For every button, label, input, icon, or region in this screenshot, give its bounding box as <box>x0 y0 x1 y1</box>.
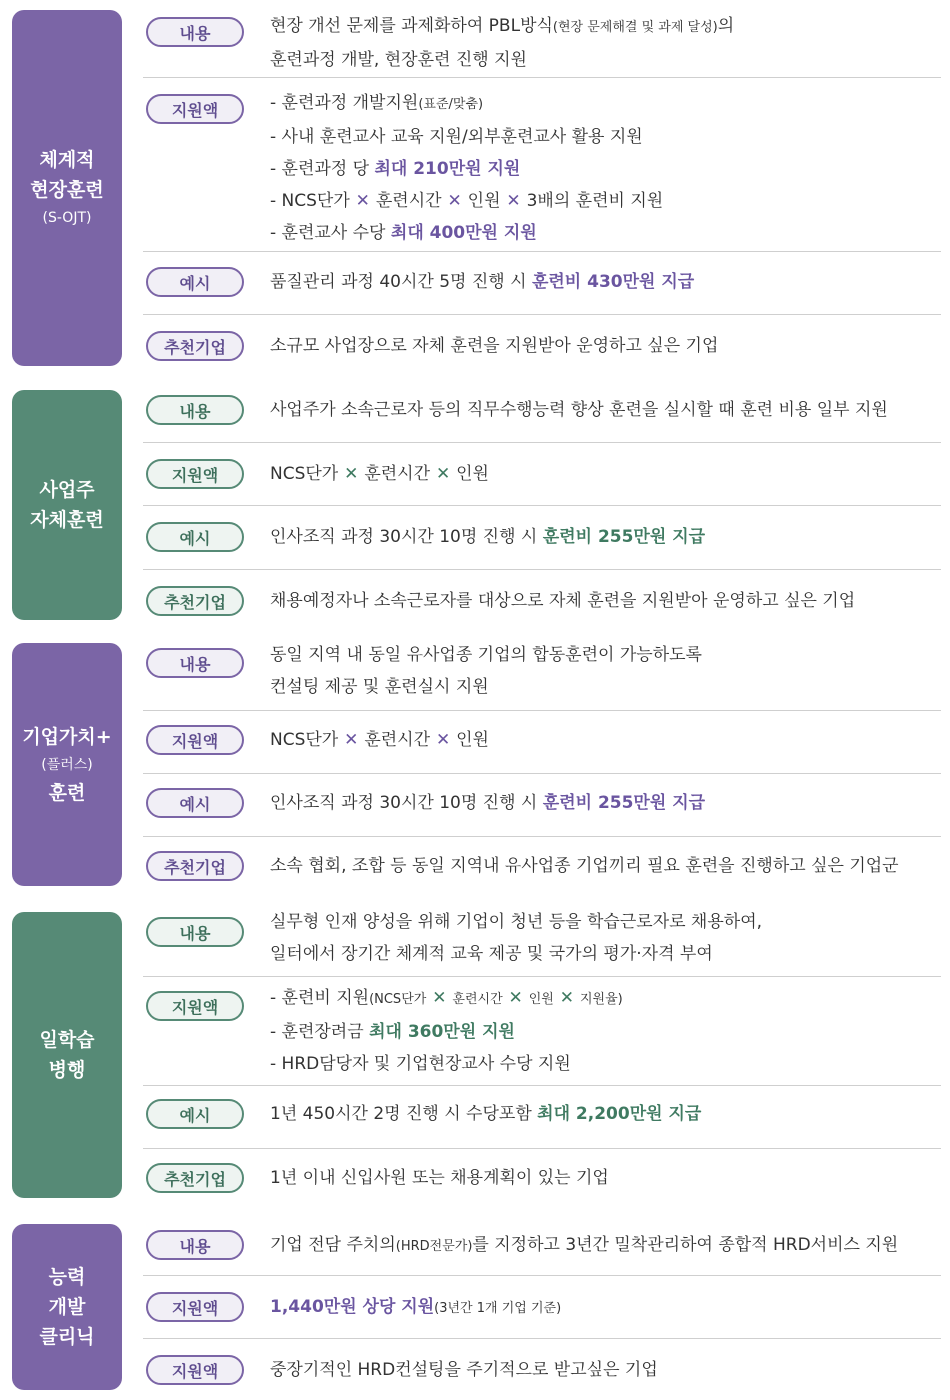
row-text: 현장 개선 문제를 과제화하여 PBL방식(현장 문제해결 및 과제 달성)의 훈련과정 개발, 현장훈련 진행 지원 <box>270 16 735 70</box>
row-recommend <box>143 1338 941 1390</box>
row-content <box>143 643 941 711</box>
row-text: 채용예정자나 소속근로자를 대상으로 자체 훈련을 지원받아 운영하고 싶은 기업 <box>270 591 856 611</box>
section-title-line1: 기업가치+ <box>22 725 112 748</box>
multiply-icon: ✕ <box>338 464 365 484</box>
multiply-icon: ✕ <box>553 988 580 1008</box>
row-text: 1,440만원 상당 지원(3년간 1개 기업 기준) <box>270 1297 562 1317</box>
row-text: 실무형 인재 양성을 위해 기업이 청년 등을 학습근로자로 채용하여, 일터에서 장기간 체계적 교육 제공 및 국가의 평가·자격 부여 <box>270 912 763 964</box>
row-text: 중장기적인 HRD컨설팅을 주기적으로 받고싶은 기업 <box>270 1360 658 1380</box>
section-title-block <box>12 643 122 886</box>
label-pill: 예시 <box>146 522 244 552</box>
section-title-block <box>12 912 122 1198</box>
list-item: - 훈련과정 당 최대 210만원 지원 <box>270 159 521 179</box>
section-s-ojt <box>0 10 950 366</box>
label-pill: 지원액 <box>146 1292 244 1322</box>
row-text: NCS단가 ✕ 훈련시간 ✕ 인원 <box>270 730 489 750</box>
row-text: 품질관리 과정 40시간 5명 진행 시 훈련비 430만원 지급 <box>270 272 695 292</box>
multiply-icon: ✕ <box>430 464 457 484</box>
multiply-icon: ✕ <box>338 730 365 750</box>
label-pill: 내용 <box>146 395 244 425</box>
label-pill: 지원액 <box>146 991 244 1021</box>
list-item: - 훈련교사 수당 최대 400만원 지원 <box>270 223 537 243</box>
row-amount <box>143 442 941 506</box>
row-text: 소속 협회, 조합 등 동일 지역내 유사업종 기업끼리 필요 훈련을 진행하고 싶은 기업군 <box>270 856 899 876</box>
row-recommend <box>143 1148 941 1198</box>
multiply-icon: ✕ <box>349 191 376 211</box>
label-pill: 내용 <box>146 1230 244 1260</box>
amount-list <box>270 982 941 1080</box>
section-employer-training <box>0 390 950 620</box>
label-pill: 내용 <box>146 17 244 47</box>
row-content <box>143 1224 941 1276</box>
label-pill: 예시 <box>146 267 244 297</box>
row-recommend <box>143 836 941 886</box>
list-item: - 훈련비 지원(NCS단가 ✕ 훈련시간 ✕ 인원 ✕ 지원율) <box>270 988 623 1008</box>
multiply-icon: ✕ <box>500 191 527 211</box>
row-example <box>143 1085 941 1149</box>
section-title-block <box>12 1224 122 1390</box>
list-item: - HRD담당자 및 기업현장교사 수당 지원 <box>270 1054 571 1074</box>
section-title-line2: 자체훈련 <box>30 509 104 531</box>
row-content <box>143 10 941 78</box>
label-pill: 추천기업 <box>146 1163 244 1193</box>
label-pill: 추천기업 <box>146 331 244 361</box>
row-amount <box>143 1275 941 1339</box>
section-title-line2: 개발 <box>48 1296 86 1318</box>
row-amount <box>143 976 941 1086</box>
row-example <box>143 773 941 837</box>
label-pill: 지원액 <box>146 725 244 755</box>
row-text: 소규모 사업장으로 자체 훈련을 지원받아 운영하고 싶은 기업 <box>270 336 719 356</box>
multiply-icon: ✕ <box>430 730 457 750</box>
section-title-block <box>12 10 122 366</box>
label-pill: 예시 <box>146 788 244 818</box>
label-pill: 추천기업 <box>146 586 244 616</box>
section-work-study <box>0 912 950 1198</box>
row-example <box>143 505 941 570</box>
multiply-icon: ✕ <box>502 988 529 1008</box>
label-pill: 예시 <box>146 1099 244 1129</box>
section-title-line2: 병행 <box>48 1059 86 1081</box>
label-pill: 지원액 <box>146 1355 244 1385</box>
label-pill: 지원액 <box>146 94 244 124</box>
row-text: 사업주가 소속근로자 등의 직무수행능력 향상 훈련을 실시할 때 훈련 비용 일부 지원 <box>270 400 888 420</box>
label-pill: 추천기업 <box>146 851 244 881</box>
label-pill: 내용 <box>146 917 244 947</box>
list-item: - 훈련과정 개발지원(표준/맞춤) <box>270 93 484 113</box>
section-title-line2: 현장훈련 <box>30 179 104 201</box>
section-title-block <box>12 390 122 620</box>
section-company-value-plus <box>0 643 950 886</box>
row-content <box>143 390 941 443</box>
multiply-icon: ✕ <box>426 988 453 1008</box>
row-text: 인사조직 과정 30시간 10명 진행 시 훈련비 255만원 지급 <box>270 793 706 813</box>
row-amount <box>143 710 941 774</box>
row-text: 1년 이내 신입사원 또는 채용계획이 있는 기업 <box>270 1168 609 1188</box>
label-pill: 내용 <box>146 648 244 678</box>
list-item: - 훈련장려금 최대 360만원 지원 <box>270 1022 515 1042</box>
list-item: - NCS단가 ✕ 훈련시간 ✕ 인원 ✕ 3배의 훈련비 지원 <box>270 191 664 211</box>
section-title-line1: 능력 <box>48 1266 86 1288</box>
row-text: 기업 전담 주치의(HRD전문가)를 지정하고 3년간 밀착관리하여 종합적 HRD서비스 지원 <box>270 1235 899 1255</box>
section-title-line3: 클리닉 <box>39 1326 95 1348</box>
section-subtitle: (플러스) <box>41 756 93 773</box>
section-subtitle: (S-OJT) <box>42 210 92 226</box>
multiply-icon: ✕ <box>441 191 468 211</box>
list-item: - 사내 훈련교사 교육 지원/외부훈련교사 활용 지원 <box>270 127 643 147</box>
row-text: 동일 지역 내 동일 유사업종 기업의 합동훈련이 가능하도록 컨설팅 제공 및 훈련실시 지원 <box>270 645 702 697</box>
section-title-line1: 사업주 <box>39 479 95 501</box>
row-text: 인사조직 과정 30시간 10명 진행 시 훈련비 255만원 지급 <box>270 527 706 547</box>
row-content <box>143 912 941 977</box>
label-pill: 지원액 <box>146 459 244 489</box>
row-amount <box>143 77 941 252</box>
section-title-line2: 훈련 <box>48 781 86 804</box>
row-example <box>143 251 941 315</box>
row-text: NCS단가 ✕ 훈련시간 ✕ 인원 <box>270 464 489 484</box>
amount-list <box>270 87 941 249</box>
row-recommend <box>143 569 941 620</box>
section-ability-clinic <box>0 1224 950 1390</box>
section-title-line1: 체계적 <box>39 149 95 171</box>
section-title-line1: 일학습 <box>39 1029 95 1051</box>
row-text: 1년 450시간 2명 진행 시 수당포함 최대 2,200만원 지급 <box>270 1104 702 1124</box>
row-recommend <box>143 314 941 366</box>
